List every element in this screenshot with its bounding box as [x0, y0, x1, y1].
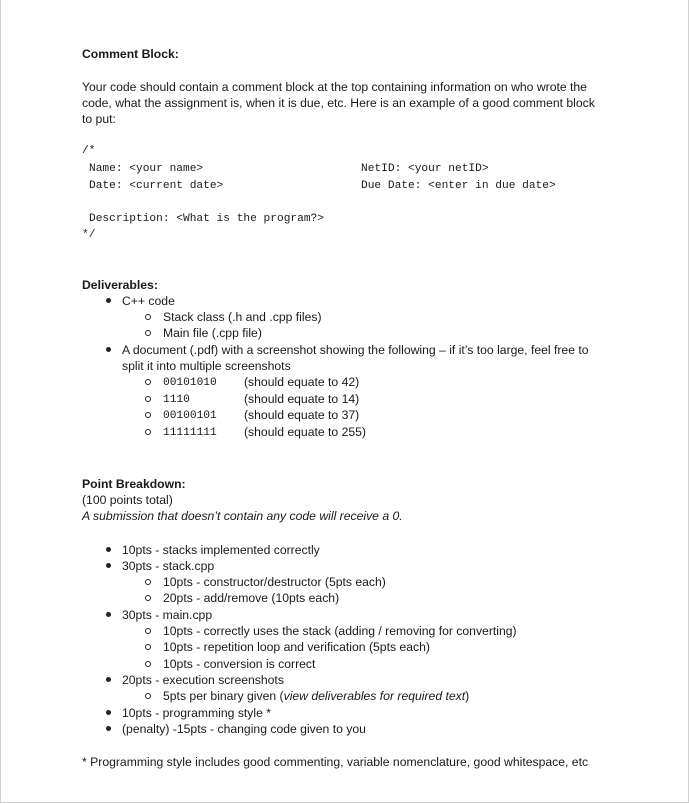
test-input-2: 1110: [163, 394, 190, 406]
deliverable-document-line-1: A document (.pdf) with a screenshot showing the following – if it’s too large, feel free to: [122, 343, 589, 357]
deliverable-stack-class: Stack class (.h and .cpp files): [163, 310, 322, 324]
hollow-bullet-icon: [145, 595, 151, 601]
test-note-3: (should equate to 37): [244, 408, 360, 422]
breakdown-item-screenshots: 20pts - execution screenshots: [122, 673, 284, 687]
breakdown-sub-repetition: 10pts - repetition loop and verification (5pts each): [163, 640, 430, 654]
no-code-warning: A submission that doesn’t contain any code will receive a 0.: [82, 509, 403, 523]
test-input-3: 00100101: [163, 410, 217, 422]
hollow-bullet-icon: [145, 579, 151, 585]
breakdown-item-main-cpp: 30pts - main.cpp: [122, 608, 213, 622]
intro-line-2: code, what the assignment is, when it is due, etc. Here is an example of a good comment block: [82, 96, 595, 110]
hollow-bullet-icon: [145, 644, 151, 650]
test-input-1: 00101010: [163, 377, 217, 389]
test-note-1: (should equate to 42): [244, 375, 360, 389]
per-binary-prefix: 5pts per binary given (: [163, 689, 284, 703]
deliverables-heading: Deliverables:: [82, 278, 158, 292]
bullet-icon: [106, 347, 111, 352]
point-breakdown-heading: Point Breakdown:: [82, 477, 186, 491]
hollow-bullet-icon: [145, 412, 151, 418]
breakdown-sub-constructor: 10pts - constructor/destructor (5pts each): [163, 575, 386, 589]
test-input-4: 11111111: [163, 427, 217, 439]
bullet-icon: [106, 298, 111, 303]
code-open: /*: [82, 145, 96, 157]
code-netid: NetID: <your netID>: [361, 163, 489, 175]
intro-line-3: to put:: [82, 112, 116, 126]
breakdown-sub-uses-stack: 10pts - correctly uses the stack (adding / removing for converting): [163, 624, 517, 638]
bullet-icon: [106, 563, 111, 568]
bullet-icon: [106, 612, 111, 617]
hollow-bullet-icon: [145, 693, 151, 699]
hollow-bullet-icon: [145, 661, 151, 667]
hollow-bullet-icon: [145, 314, 151, 320]
hollow-bullet-icon: [145, 330, 151, 336]
deliverable-main-file: Main file (.cpp file): [163, 326, 262, 340]
style-footnote: * Programming style includes good commenting, variable nomenclature, good whitespace, etc: [82, 755, 589, 769]
breakdown-item-penalty: (penalty) -15pts - changing code given to you: [122, 722, 366, 736]
breakdown-sub-conversion: 10pts - conversion is correct: [163, 657, 316, 671]
hollow-bullet-icon: [145, 628, 151, 634]
test-note-4: (should equate to 255): [244, 425, 366, 439]
points-total: (100 points total): [82, 493, 173, 507]
test-note-2: (should equate to 14): [244, 392, 360, 406]
bullet-icon: [106, 710, 111, 715]
breakdown-item-style: 10pts - programming style *: [122, 706, 272, 720]
intro-line-1: Your code should contain a comment block at the top containing information on who wrote the: [82, 80, 587, 94]
comment-block-heading: Comment Block:: [82, 47, 179, 61]
bullet-icon: [106, 547, 111, 552]
deliverable-document-line-2: split it into multiple screenshots: [122, 359, 291, 373]
bullet-icon: [106, 677, 111, 682]
code-description: Description: <What is the program?>: [89, 213, 324, 225]
code-close: */: [82, 229, 96, 241]
breakdown-item-stack-cpp: 30pts - stack.cpp: [122, 559, 215, 573]
per-binary-italic: view deliverables for required text: [283, 689, 466, 703]
hollow-bullet-icon: [145, 429, 151, 435]
breakdown-item-stacks: 10pts - stacks implemented correctly: [122, 543, 320, 557]
hollow-bullet-icon: [145, 396, 151, 402]
code-date: Date: <current date>: [89, 180, 224, 192]
bullet-icon: [106, 726, 111, 731]
breakdown-sub-add-remove: 20pts - add/remove (10pts each): [163, 591, 340, 605]
hollow-bullet-icon: [145, 379, 151, 385]
code-name: Name: <your name>: [89, 163, 204, 175]
per-binary-suffix: ): [465, 689, 470, 703]
code-due-date: Due Date: <enter in due date>: [361, 180, 556, 192]
deliverable-cpp-code: C++ code: [122, 294, 175, 308]
breakdown-sub-per-binary: [163, 688, 469, 704]
